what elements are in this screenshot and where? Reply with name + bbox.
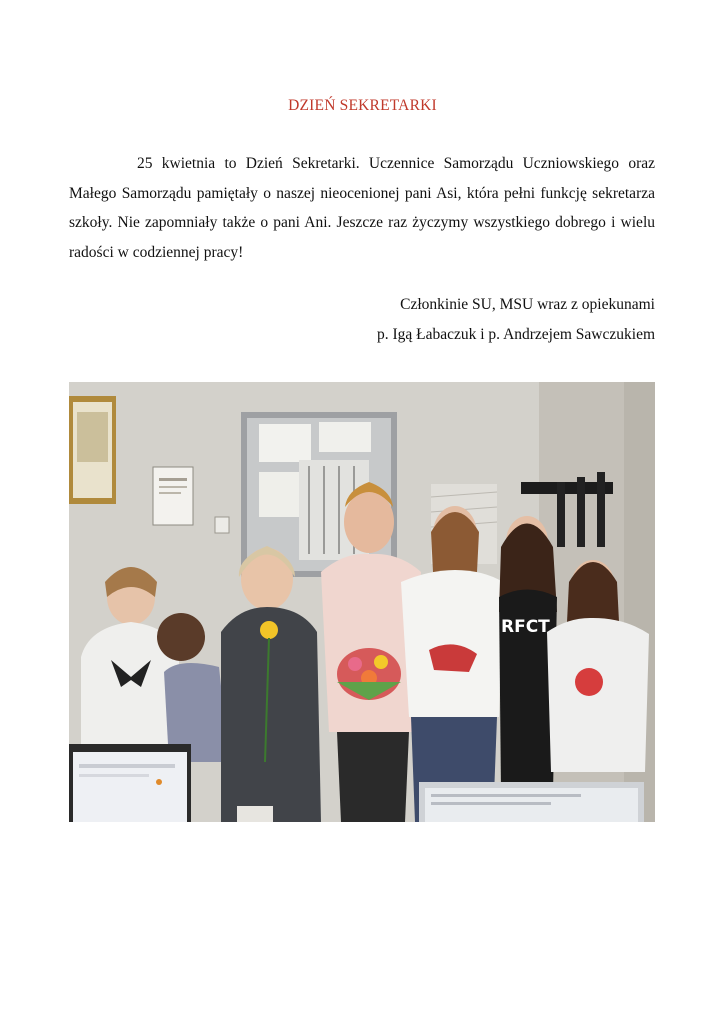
signature-line-2: p. Igą Łabaczuk i p. Andrzejem Sawczukiem: [376, 326, 655, 343]
group-photo: [69, 382, 655, 822]
page-title: DZIEŃ SEKRETARKI: [288, 97, 437, 114]
main-paragraph: 25 kwietnia to Dzień Sekretarki. Uczennice Samorządu Uczniowskiego oraz Małego Samorządu pamiętały o naszej nieocenionej pani Asi, która pełni funkcję sekretarza szkoły. Nie zapomniały także o pani Ani. Jeszcze raz życzymy wszystkiego dobrego i wielu radości w codziennej pracy!: [69, 155, 655, 261]
tshirt-print: RFCT: [501, 617, 550, 637]
signature-line-1: Członkinie SU, MSU wraz z opiekunami: [400, 296, 655, 313]
